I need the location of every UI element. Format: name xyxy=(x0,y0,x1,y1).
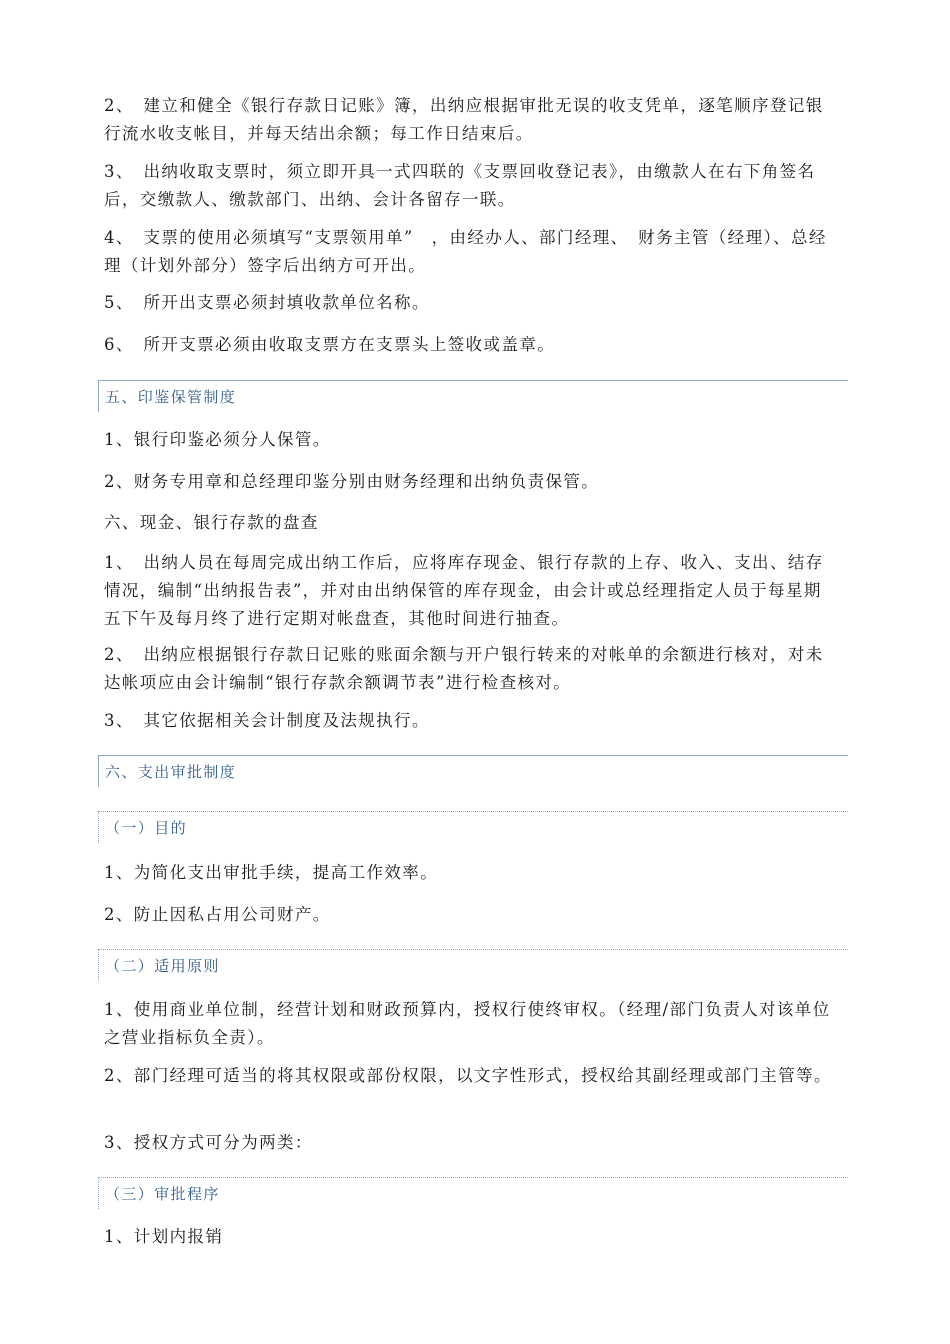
subsection-heading-text: （三）审批程序 xyxy=(105,1185,220,1203)
paragraph: 6、 所开支票必须由收取支票方在支票头上签收或盖章。 xyxy=(104,335,556,354)
paragraph: 5、 所开出支票必须封填收款单位名称。 xyxy=(104,293,430,312)
subsection-heading-text: （一）目的 xyxy=(105,819,188,837)
paragraph: 3、 出纳收取支票时，须立即开具一式四联的《支票回收登记表》，由缴款人在右下角签名后，交缴款人、缴款部门、出纳、会计各留存一联。 xyxy=(104,162,816,209)
paragraph: 1、为简化支出审批手续，提高工作效率。 xyxy=(104,863,439,882)
paragraph: 3、 其它依据相关会计制度及法规执行。 xyxy=(104,711,430,730)
paragraph: 3、授权方式可分为两类： xyxy=(104,1133,313,1152)
paragraph: 2、防止因私占用公司财产。 xyxy=(104,905,331,924)
section-heading-text: 五、印鉴保管制度 xyxy=(105,388,237,406)
section-heading-expense-approval xyxy=(98,755,848,787)
section-heading-seal-custody xyxy=(98,380,848,412)
paragraph: 2、 出纳应根据银行存款日记账的账面余额与开户银行转来的对帐单的余额进行核对，对未达帐项应由会计编制“银行存款余额调节表”进行检查核对。 xyxy=(104,645,824,692)
paragraph: 4、 支票的使用必须填写“支票领用单” ，由经办人、部门经理、 财务主管（经理）、总经理（计划外部分）签字后出纳方可开出。 xyxy=(104,228,827,275)
paragraph: 六、现金、银行存款的盘查 xyxy=(104,513,319,532)
paragraph: 1、银行印鉴必须分人保管。 xyxy=(104,430,331,449)
subsection-heading-purpose xyxy=(98,811,848,843)
paragraph: 1、 出纳人员在每周完成出纳工作后，应将库存现金、银行存款的上存、收入、支出、结存情况，编制“出纳报告表”，并对由出纳保管的库存现金，由会计或总经理指定人员于每星期五下午及每月终了进行定期对帐盘查，其他时间进行抽查。 xyxy=(104,553,824,628)
paragraph: 2、 建立和健全《银行存款日记账》簿，出纳应根据审批无误的收支凭单，逐笔顺序登记银行流水收支帐目，并每天结出余额；每工作日结束后。 xyxy=(104,96,824,143)
subsection-heading-approval-procedure xyxy=(98,1177,848,1209)
paragraph: 2、财务专用章和总经理印鉴分别由财务经理和出纳负责保管。 xyxy=(104,472,600,491)
subsection-heading-text: （二）适用原则 xyxy=(105,957,220,975)
subsection-heading-principles xyxy=(98,949,848,981)
paragraph: 2、部门经理可适当的将其权限或部份权限，以文字性形式，授权给其副经理或部门主管等。 xyxy=(104,1066,832,1085)
paragraph: 1、计划内报销 xyxy=(104,1227,224,1246)
section-heading-text: 六、支出审批制度 xyxy=(105,763,237,781)
paragraph: 1、使用商业单位制，经营计划和财政预算内，授权行使终审权。（经理/部门负责人对该单位之营业指标负全责）。 xyxy=(104,1000,831,1047)
